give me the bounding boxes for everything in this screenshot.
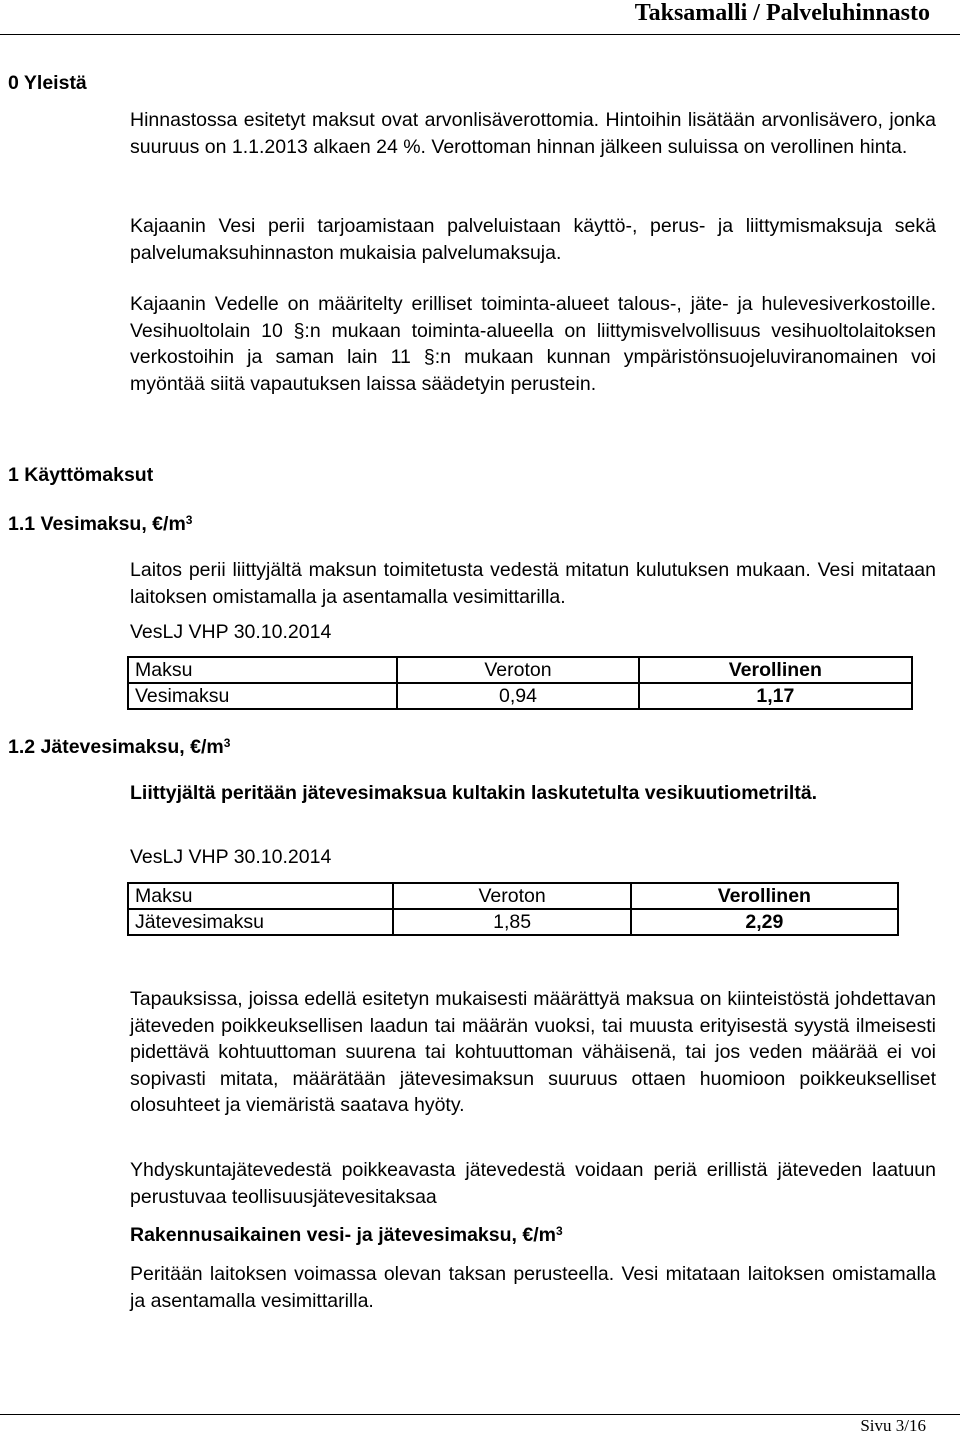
paragraph-water-fee: Laitos perii liittyjältä maksun toimitetusta vedestä mitatun kulutuksen mukaan. Vesi mitataan laitoksen omistamalla ja asentamalla vesimittarilla. (130, 559, 936, 608)
section-heading-yleista: 0 Yleistä (8, 72, 87, 94)
table-row (128, 683, 912, 709)
section-heading-kayttomaksut: 1 Käyttömaksut (8, 464, 154, 486)
table-cell: 0,94 (397, 683, 638, 709)
paragraph-fees-overview: Kajaanin Vesi perii tarjoamistaan palveluistaan käyttö-, perus- ja liittymismaksuja sekä palvelumaksuhinnaston mukaisia palvelumaksuja. (130, 215, 936, 264)
table-row (128, 909, 898, 935)
heading-text: 1.1 Vesimaksu, €/m (8, 513, 186, 535)
table-cell: 1,85 (393, 909, 630, 935)
table-cell: Jätevesimaksu (128, 909, 393, 935)
table-header-cell: Verollinen (639, 657, 912, 683)
table-header-cell: Maksu (128, 657, 397, 683)
reference-line: VesLJ VHP 30.10.2014 (130, 621, 332, 643)
water-fee-table (127, 656, 913, 710)
section-heading-vesimaksu (8, 512, 192, 536)
paragraph-construction-fee: Peritään laitoksen voimassa olevan taksan perusteella. Vesi mitataan laitoksen omistamalla ja asentamalla vesimittarilla. (130, 1263, 936, 1312)
table-header-cell: Veroton (393, 883, 630, 909)
table-header-cell: Maksu (128, 883, 393, 909)
document-title: Taksamalli / Palveluhinnasto (634, 0, 930, 26)
page-header (0, 0, 960, 35)
superscript: 3 (185, 513, 193, 527)
section-heading-jatevesimaksu (8, 735, 230, 759)
footer-divider (0, 1414, 960, 1415)
superscript: 3 (223, 736, 231, 750)
paragraph-industrial-wastewater: Yhdyskuntajätevedestä poikkeavasta jätevedestä voidaan periä erillistä jäteveden laatuun perustuvaa teollisuusjätevesitaksaa (130, 1159, 936, 1208)
paragraph-wastewater-fee: Liittyjältä peritään jätevesimaksua kultakin laskutetulta vesikuutiometriltä. (130, 782, 818, 804)
table-header-cell: Veroton (397, 657, 638, 683)
sub-heading-text: Rakennusaikainen vesi- ja jätevesimaksu, €/m (130, 1224, 556, 1246)
paragraph-vat-info: Hinnastossa esitetyt maksut ovat arvonlisäverottomia. Hintoihin lisätään arvonlisävero, jonka suuruus on 1.1.2013 alkaen 24 %. Verottoman hinnan jälkeen suluissa on verollinen hinta. (130, 109, 936, 158)
table-cell: 2,29 (631, 909, 898, 935)
wastewater-fee-table (127, 882, 899, 936)
paragraph-exceptional-cases: Tapauksissa, joissa edellä esitetyn mukaisesti määrättyä maksua on kiinteistöstä johdettavan jäteveden poikkeuksellisen laadun tai määrän vuoksi, tai muusta erityisestä syystä ilmeisesti pidettävä kohtuuttoman suurena tai kohtuuttoman vähäisenä, tai jos veden määrää ei voi sopivasti mitata, määrätään jätevesimaksun suuruus ottaen huomioon poikkeukselliset olosuhteet ja viemäristä saatava hyöty. (130, 988, 936, 1117)
page-number: Sivu 3/16 (860, 1416, 926, 1435)
sub-heading-construction-fee (130, 1222, 563, 1248)
table-cell: 1,17 (639, 683, 912, 709)
table-header-row (128, 883, 898, 909)
table-cell: Vesimaksu (128, 683, 397, 709)
reference-line: VesLJ VHP 30.10.2014 (130, 846, 332, 868)
heading-text: 1.2 Jätevesimaksu, €/m (8, 736, 224, 758)
paragraph-service-areas: Kajaanin Vedelle on määritelty erilliset toiminta-alueet talous-, jäte- ja hulevesiverkostoille. Vesihuoltolain 10 §:n mukaan toiminta-alueella on liittymisvelvollisuus vesihuoltolaitoksen verkostoihin ja saman lain 11 §:n mukaan kunnan ympäristönsuojeluviranomainen voi myöntää siitä vapautuksen laissa säädetyin perustein. (130, 293, 936, 395)
superscript: 3 (555, 1224, 563, 1238)
table-header-cell: Verollinen (631, 883, 898, 909)
table-header-row (128, 657, 912, 683)
